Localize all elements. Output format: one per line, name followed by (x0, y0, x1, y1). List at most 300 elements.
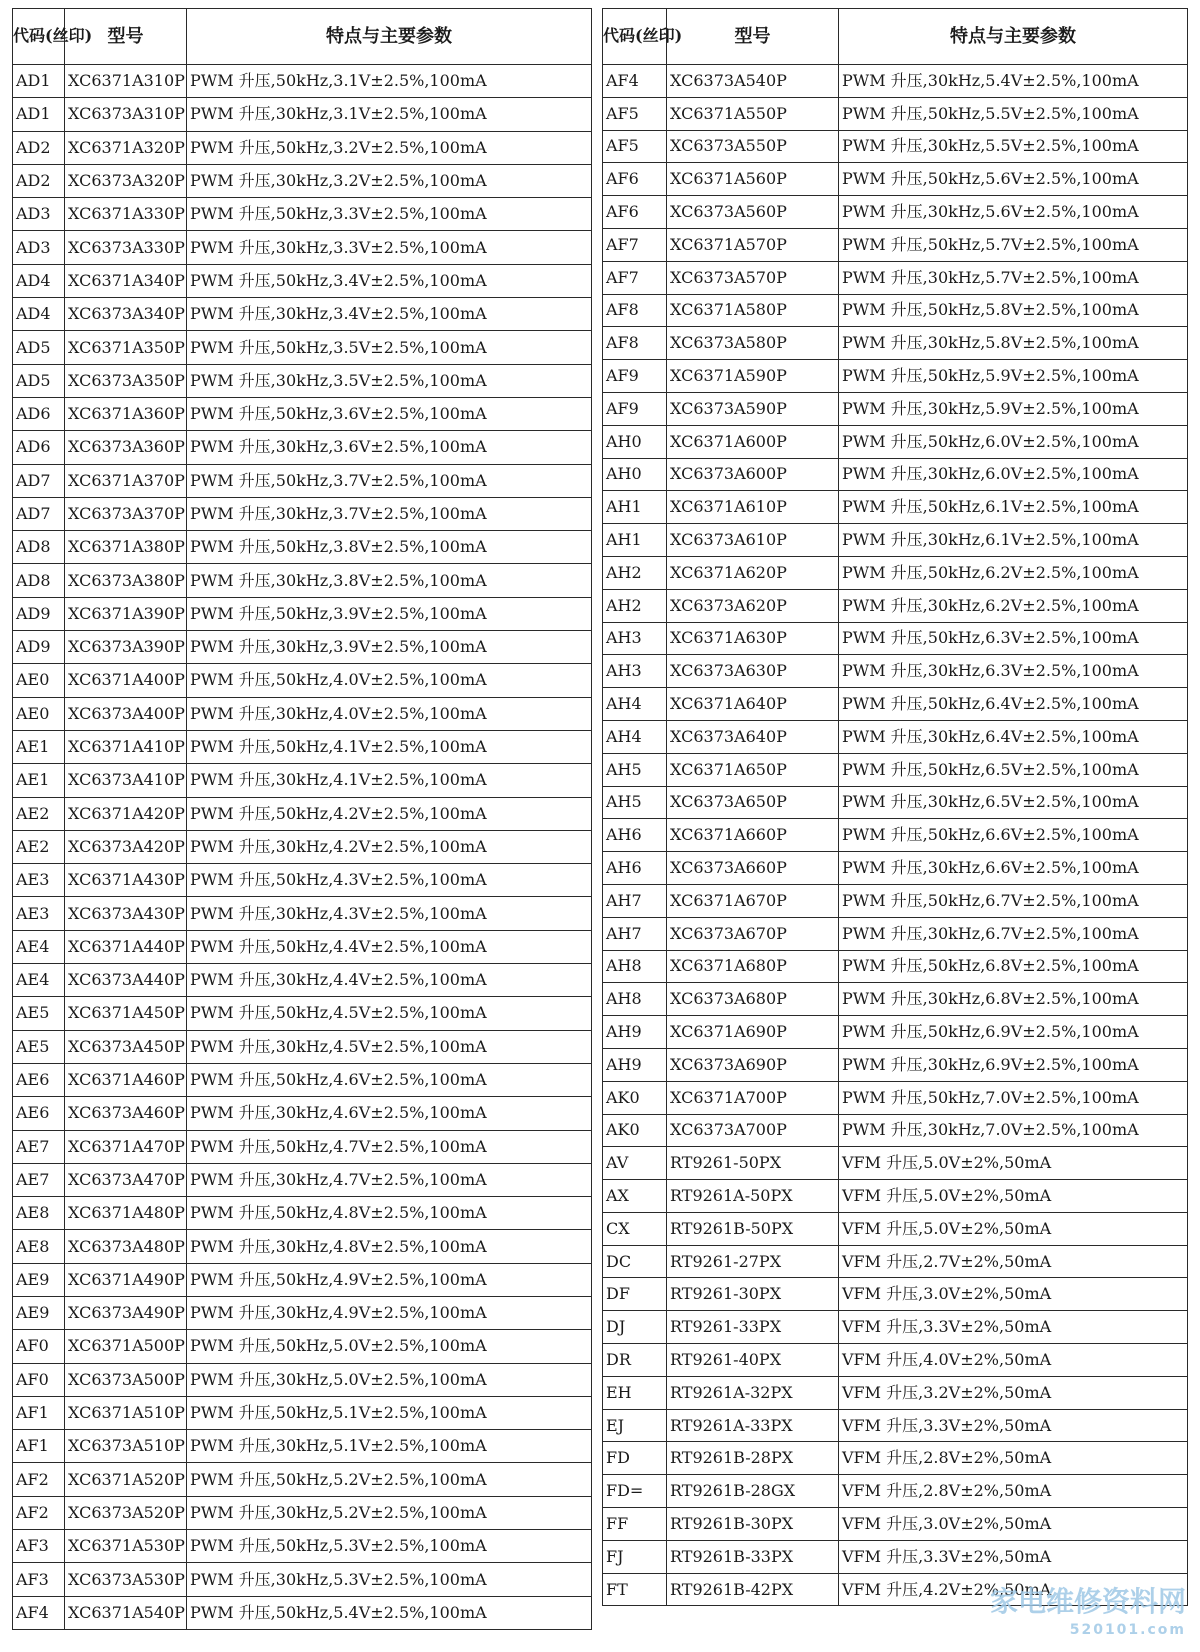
cell-model: RT9261B-50PX (667, 1212, 839, 1245)
cell-model: XC6371A400P (65, 664, 187, 697)
table-row (13, 564, 592, 597)
table-row (13, 65, 592, 98)
cell-params: PWM 升压,30kHz,3.7V±2.5%,100mA (187, 497, 592, 530)
cell-model: XC6371A520P (65, 1463, 187, 1496)
cell-code: AK0 (603, 1081, 667, 1114)
table-row (603, 622, 1188, 655)
cell-code: AH5 (603, 753, 667, 786)
cell-code: AF5 (603, 97, 667, 130)
cell-model: XC6373A540P (667, 65, 839, 98)
cell-params: PWM 升压,30kHz,3.5V±2.5%,100mA (187, 364, 592, 397)
cell-code: AE2 (13, 797, 65, 830)
cell-code: AH1 (603, 524, 667, 557)
cell-code: AD4 (13, 264, 65, 297)
cell-code: AV (603, 1147, 667, 1180)
table-row (603, 1442, 1188, 1475)
cell-model: XC6371A360P (65, 397, 187, 430)
table-row (13, 131, 592, 164)
table-row (13, 864, 592, 897)
cell-model: XC6371A330P (65, 198, 187, 231)
cell-code: AH2 (603, 589, 667, 622)
cell-params: PWM 升压,50kHz,6.6V±2.5%,100mA (839, 819, 1188, 852)
cell-code: AE5 (13, 997, 65, 1030)
table-row (603, 524, 1188, 557)
cell-params: PWM 升压,50kHz,3.6V±2.5%,100mA (187, 397, 592, 430)
table-body-left (13, 65, 592, 1630)
cell-code: AE6 (13, 1063, 65, 1096)
cell-code: AD1 (13, 98, 65, 131)
cell-code: FJ (603, 1540, 667, 1573)
cell-model: XC6371A340P (65, 264, 187, 297)
cell-params: PWM 升压,50kHz,7.0V±2.5%,100mA (839, 1081, 1188, 1114)
header-params: 特点与主要参数 (187, 9, 592, 65)
cell-model: XC6371A600P (667, 425, 839, 458)
cell-model: XC6371A690P (667, 1016, 839, 1049)
table-row (603, 1147, 1188, 1180)
table-row (603, 327, 1188, 360)
table-header-row (603, 9, 1188, 65)
table-row (13, 1596, 592, 1629)
cell-model: XC6373A330P (65, 231, 187, 264)
cell-params: PWM 升压,50kHz,5.9V±2.5%,100mA (839, 360, 1188, 393)
cell-code: AH0 (603, 458, 667, 491)
cell-model: XC6371A390P (65, 597, 187, 630)
cell-code: FD= (603, 1475, 667, 1508)
cell-model: XC6373A420P (65, 830, 187, 863)
cell-params: PWM 升压,50kHz,3.2V±2.5%,100mA (187, 131, 592, 164)
cell-code: AH7 (603, 917, 667, 950)
cell-params: VFM 升压,3.3V±2%,50mA (839, 1311, 1188, 1344)
table-row (13, 98, 592, 131)
cell-code: AF6 (603, 163, 667, 196)
cell-params: VFM 升压,2.8V±2%,50mA (839, 1442, 1188, 1475)
cell-model: XC6371A490P (65, 1263, 187, 1296)
cell-model: RT9261-33PX (667, 1311, 839, 1344)
cell-code: AD4 (13, 298, 65, 331)
cell-model: XC6371A610P (667, 491, 839, 524)
cell-model: XC6371A580P (667, 294, 839, 327)
cell-code: AE8 (13, 1230, 65, 1263)
table-row (603, 425, 1188, 458)
cell-model: XC6373A680P (667, 983, 839, 1016)
cell-code: EJ (603, 1409, 667, 1442)
cell-code: AE7 (13, 1130, 65, 1163)
cell-params: PWM 升压,30kHz,3.4V±2.5%,100mA (187, 298, 592, 331)
table-row (603, 1508, 1188, 1541)
header-model: 型号 (65, 9, 187, 65)
cell-model: RT9261B-28PX (667, 1442, 839, 1475)
table-row (603, 1409, 1188, 1442)
cell-params: PWM 升压,50kHz,5.6V±2.5%,100mA (839, 163, 1188, 196)
cell-model: RT9261B-30PX (667, 1508, 839, 1541)
table-row (13, 964, 592, 997)
cell-params: PWM 升压,50kHz,5.3V±2.5%,100mA (187, 1530, 592, 1563)
table-row (13, 1230, 592, 1263)
table-row (603, 720, 1188, 753)
table-row (13, 1197, 592, 1230)
cell-code: AF0 (13, 1330, 65, 1363)
table-row (13, 797, 592, 830)
cell-params: VFM 升压,2.7V±2%,50mA (839, 1245, 1188, 1278)
cell-code: AF2 (13, 1496, 65, 1529)
cell-code: AD8 (13, 531, 65, 564)
table-row (13, 1296, 592, 1329)
cell-code: AD7 (13, 464, 65, 497)
cell-params: VFM 升压,4.0V±2%,50mA (839, 1344, 1188, 1377)
table-row (13, 1030, 592, 1063)
cell-code: DR (603, 1344, 667, 1377)
table-row (603, 753, 1188, 786)
table-row (13, 331, 592, 364)
site-watermark (990, 1580, 1186, 1638)
cell-model: XC6373A520P (65, 1496, 187, 1529)
cell-code: AE0 (13, 697, 65, 730)
cell-code: AF1 (13, 1396, 65, 1429)
cell-code: AF4 (603, 65, 667, 98)
cell-model: XC6371A350P (65, 331, 187, 364)
table-row (603, 1278, 1188, 1311)
table-row (603, 261, 1188, 294)
cell-code: AH3 (603, 622, 667, 655)
cell-model: XC6371A420P (65, 797, 187, 830)
cell-model: RT9261-50PX (667, 1147, 839, 1180)
cell-params: PWM 升压,50kHz,6.2V±2.5%,100mA (839, 556, 1188, 589)
cell-code: AX (603, 1180, 667, 1213)
cell-model: XC6373A480P (65, 1230, 187, 1263)
cell-model: XC6371A640P (667, 688, 839, 721)
cell-params: PWM 升压,50kHz,6.3V±2.5%,100mA (839, 622, 1188, 655)
cell-params: VFM 升压,2.8V±2%,50mA (839, 1475, 1188, 1508)
cell-model: XC6371A660P (667, 819, 839, 852)
table-header-row (13, 9, 592, 65)
cell-code: AD7 (13, 497, 65, 530)
header-params: 特点与主要参数 (839, 9, 1188, 65)
cell-params: VFM 升压,3.3V±2%,50mA (839, 1409, 1188, 1442)
cell-model: RT9261-27PX (667, 1245, 839, 1278)
cell-code: AH8 (603, 983, 667, 1016)
cell-code: AD6 (13, 431, 65, 464)
cell-model: XC6373A430P (65, 897, 187, 930)
cell-params: PWM 升压,30kHz,6.7V±2.5%,100mA (839, 917, 1188, 950)
cell-code: AD6 (13, 397, 65, 430)
cell-code: AF7 (603, 228, 667, 261)
cell-model: RT9261-30PX (667, 1278, 839, 1311)
cell-model: XC6371A620P (667, 556, 839, 589)
table-row (603, 819, 1188, 852)
cell-params: PWM 升压,30kHz,4.2V±2.5%,100mA (187, 830, 592, 863)
cell-code: AF1 (13, 1430, 65, 1463)
cell-model: XC6371A590P (667, 360, 839, 393)
cell-code: AD3 (13, 231, 65, 264)
cell-params: VFM 升压,4.2V±2%,50mA (839, 1573, 1188, 1606)
cell-params: PWM 升压,50kHz,4.5V±2.5%,100mA (187, 997, 592, 1030)
cell-model: XC6371A370P (65, 464, 187, 497)
table-row (13, 198, 592, 231)
cell-params: PWM 升压,30kHz,5.3V±2.5%,100mA (187, 1563, 592, 1596)
table-row (603, 294, 1188, 327)
watermark-text: 家电维修资料网 (989, 1585, 1186, 1618)
table-row (603, 556, 1188, 589)
cell-params: PWM 升压,30kHz,5.2V±2.5%,100mA (187, 1496, 592, 1529)
cell-code: FT (603, 1573, 667, 1606)
cell-model: XC6371A680P (667, 950, 839, 983)
cell-model: XC6373A320P (65, 164, 187, 197)
cell-params: PWM 升压,50kHz,5.1V±2.5%,100mA (187, 1396, 592, 1429)
cell-code: AH1 (603, 491, 667, 524)
cell-model: XC6373A560P (667, 196, 839, 229)
cell-model: XC6371A530P (65, 1530, 187, 1563)
cell-model: XC6371A630P (667, 622, 839, 655)
cell-model: XC6371A570P (667, 228, 839, 261)
cell-code: AE3 (13, 897, 65, 930)
cell-code: AD9 (13, 631, 65, 664)
cell-params: PWM 升压,50kHz,3.4V±2.5%,100mA (187, 264, 592, 297)
cell-params: PWM 升压,30kHz,5.4V±2.5%,100mA (839, 65, 1188, 98)
table-row (603, 983, 1188, 1016)
cell-code: AE5 (13, 1030, 65, 1063)
cell-model: XC6373A440P (65, 964, 187, 997)
table-row (13, 364, 592, 397)
cell-code: AH4 (603, 720, 667, 753)
cell-params: PWM 升压,50kHz,6.8V±2.5%,100mA (839, 950, 1188, 983)
table-row (603, 196, 1188, 229)
cell-model: XC6371A540P (65, 1596, 187, 1629)
cell-params: PWM 升压,50kHz,6.9V±2.5%,100mA (839, 1016, 1188, 1049)
table-row (13, 264, 592, 297)
cell-model: XC6373A410P (65, 764, 187, 797)
cell-model: XC6371A550P (667, 97, 839, 130)
table-row (603, 1376, 1188, 1409)
cell-code: AH4 (603, 688, 667, 721)
cell-code: AF2 (13, 1463, 65, 1496)
table-row (13, 1097, 592, 1130)
cell-model: XC6373A700P (667, 1114, 839, 1147)
cell-params: PWM 升压,30kHz,5.9V±2.5%,100mA (839, 392, 1188, 425)
cell-model: RT9261A-33PX (667, 1409, 839, 1442)
cell-model: XC6373A450P (65, 1030, 187, 1063)
cell-code: AH5 (603, 786, 667, 819)
table-row (13, 1263, 592, 1296)
cell-model: RT9261B-28GX (667, 1475, 839, 1508)
cell-model: XC6371A450P (65, 997, 187, 1030)
cell-code: DF (603, 1278, 667, 1311)
table-row (603, 1081, 1188, 1114)
cell-model: XC6371A380P (65, 531, 187, 564)
cell-code: AF9 (603, 392, 667, 425)
cell-code: AH0 (603, 425, 667, 458)
table-row (13, 531, 592, 564)
table-row (13, 1463, 592, 1496)
cell-params: PWM 升压,30kHz,3.9V±2.5%,100mA (187, 631, 592, 664)
cell-params: PWM 升压,50kHz,5.2V±2.5%,100mA (187, 1463, 592, 1496)
cell-params: PWM 升压,50kHz,5.0V±2.5%,100mA (187, 1330, 592, 1363)
table-row (13, 1430, 592, 1463)
table-row (603, 1344, 1188, 1377)
cell-code: AH3 (603, 655, 667, 688)
table-row (13, 597, 592, 630)
table-row (603, 1114, 1188, 1147)
cell-params: PWM 升压,30kHz,7.0V±2.5%,100mA (839, 1114, 1188, 1147)
cell-model: RT9261A-50PX (667, 1180, 839, 1213)
cell-params: PWM 升压,30kHz,4.1V±2.5%,100mA (187, 764, 592, 797)
cell-code: AH9 (603, 1048, 667, 1081)
cell-params: PWM 升压,30kHz,3.6V±2.5%,100mA (187, 431, 592, 464)
cell-model: XC6371A480P (65, 1197, 187, 1230)
cell-model: XC6373A570P (667, 261, 839, 294)
cell-model: XC6373A370P (65, 497, 187, 530)
cell-params: VFM 升压,3.2V±2%,50mA (839, 1376, 1188, 1409)
table-row (603, 1540, 1188, 1573)
table-row (13, 1330, 592, 1363)
cell-model: XC6371A470P (65, 1130, 187, 1163)
cell-model: XC6373A630P (667, 655, 839, 688)
cell-code: AE1 (13, 730, 65, 763)
cell-code: AF9 (603, 360, 667, 393)
table-row (603, 655, 1188, 688)
cell-code: AD2 (13, 164, 65, 197)
cell-params: PWM 升压,30kHz,4.8V±2.5%,100mA (187, 1230, 592, 1263)
table-row (13, 1530, 592, 1563)
cell-code: AF8 (603, 294, 667, 327)
cell-params: PWM 升压,50kHz,4.3V±2.5%,100mA (187, 864, 592, 897)
cell-params: PWM 升压,50kHz,4.4V±2.5%,100mA (187, 930, 592, 963)
cell-code: AD2 (13, 131, 65, 164)
cell-params: PWM 升压,50kHz,3.9V±2.5%,100mA (187, 597, 592, 630)
cell-code: AD5 (13, 364, 65, 397)
cell-params: PWM 升压,30kHz,4.9V±2.5%,100mA (187, 1296, 592, 1329)
cell-code: AD9 (13, 597, 65, 630)
cell-model: XC6373A530P (65, 1563, 187, 1596)
cell-model: XC6373A340P (65, 298, 187, 331)
cell-params: PWM 升压,30kHz,5.1V±2.5%,100mA (187, 1430, 592, 1463)
cell-code: AF7 (603, 261, 667, 294)
cell-code: AF3 (13, 1563, 65, 1596)
cell-model: XC6373A670P (667, 917, 839, 950)
cell-params: PWM 升压,50kHz,3.5V±2.5%,100mA (187, 331, 592, 364)
spec-table-right (602, 8, 1188, 1606)
table-row (13, 431, 592, 464)
cell-params: PWM 升压,50kHz,3.3V±2.5%,100mA (187, 198, 592, 231)
cell-code: AF6 (603, 196, 667, 229)
cell-code: AH9 (603, 1016, 667, 1049)
table-row (603, 65, 1188, 98)
table-row (603, 163, 1188, 196)
cell-model: XC6373A360P (65, 431, 187, 464)
table-row (13, 730, 592, 763)
table-row (13, 1563, 592, 1596)
cell-params: PWM 升压,50kHz,6.4V±2.5%,100mA (839, 688, 1188, 721)
cell-params: PWM 升压,30kHz,3.2V±2.5%,100mA (187, 164, 592, 197)
cell-model: XC6371A560P (667, 163, 839, 196)
cell-code: EH (603, 1376, 667, 1409)
cell-model: XC6373A600P (667, 458, 839, 491)
cell-params: PWM 升压,50kHz,4.1V±2.5%,100mA (187, 730, 592, 763)
table-row (603, 97, 1188, 130)
cell-code: AF8 (603, 327, 667, 360)
table-row (13, 1130, 592, 1163)
cell-params: PWM 升压,30kHz,6.1V±2.5%,100mA (839, 524, 1188, 557)
cell-params: VFM 升压,5.0V±2%,50mA (839, 1180, 1188, 1213)
table-row (13, 697, 592, 730)
cell-code: FD (603, 1442, 667, 1475)
cell-params: PWM 升压,30kHz,5.8V±2.5%,100mA (839, 327, 1188, 360)
table-row (13, 1163, 592, 1196)
table-row (603, 1245, 1188, 1278)
cell-params: VFM 升压,3.3V±2%,50mA (839, 1540, 1188, 1573)
cell-code: CX (603, 1212, 667, 1245)
cell-model: XC6371A320P (65, 131, 187, 164)
cell-model: XC6373A380P (65, 564, 187, 597)
cell-code: AE4 (13, 964, 65, 997)
header-code: 代码(丝印) (603, 9, 667, 65)
cell-code: AD3 (13, 198, 65, 231)
cell-params: PWM 升压,30kHz,4.0V±2.5%,100mA (187, 697, 592, 730)
cell-model: RT9261A-32PX (667, 1376, 839, 1409)
cell-model: RT9261-40PX (667, 1344, 839, 1377)
table-row (603, 360, 1188, 393)
cell-params: PWM 升压,30kHz,6.3V±2.5%,100mA (839, 655, 1188, 688)
cell-params: PWM 升压,50kHz,5.7V±2.5%,100mA (839, 228, 1188, 261)
cell-model: XC6371A670P (667, 884, 839, 917)
cell-params: PWM 升压,50kHz,3.7V±2.5%,100mA (187, 464, 592, 497)
cell-model: XC6373A490P (65, 1296, 187, 1329)
cell-params: PWM 升压,50kHz,5.8V±2.5%,100mA (839, 294, 1188, 327)
cell-params: PWM 升压,30kHz,5.5V±2.5%,100mA (839, 130, 1188, 163)
table-row (603, 917, 1188, 950)
table-row (603, 392, 1188, 425)
cell-model: XC6373A400P (65, 697, 187, 730)
cell-model: XC6373A660P (667, 852, 839, 885)
table-row (603, 950, 1188, 983)
table-row (13, 1363, 592, 1396)
cell-model: XC6373A580P (667, 327, 839, 360)
cell-model: XC6373A390P (65, 631, 187, 664)
cell-params: PWM 升压,50kHz,6.0V±2.5%,100mA (839, 425, 1188, 458)
table-row (603, 1475, 1188, 1508)
cell-params: PWM 升压,30kHz,3.3V±2.5%,100mA (187, 231, 592, 264)
cell-code: AF0 (13, 1363, 65, 1396)
cell-code: AE1 (13, 764, 65, 797)
cell-model: XC6373A640P (667, 720, 839, 753)
cell-code: FF (603, 1508, 667, 1541)
cell-params: PWM 升压,30kHz,5.7V±2.5%,100mA (839, 261, 1188, 294)
cell-model: XC6371A430P (65, 864, 187, 897)
cell-model: XC6373A620P (667, 589, 839, 622)
cell-model: RT9261B-33PX (667, 1540, 839, 1573)
cell-params: PWM 升压,30kHz,6.8V±2.5%,100mA (839, 983, 1188, 1016)
table-row (13, 830, 592, 863)
cell-code: AF4 (13, 1596, 65, 1629)
cell-params: PWM 升压,50kHz,4.9V±2.5%,100mA (187, 1263, 592, 1296)
table-row (13, 764, 592, 797)
cell-model: XC6371A410P (65, 730, 187, 763)
cell-params: PWM 升压,30kHz,5.0V±2.5%,100mA (187, 1363, 592, 1396)
spec-table-left (12, 8, 592, 1630)
cell-model: XC6373A500P (65, 1363, 187, 1396)
cell-params: PWM 升压,50kHz,3.8V±2.5%,100mA (187, 531, 592, 564)
table-row (603, 688, 1188, 721)
cell-code: AE3 (13, 864, 65, 897)
table-row (603, 1180, 1188, 1213)
cell-params: PWM 升压,30kHz,3.8V±2.5%,100mA (187, 564, 592, 597)
cell-model: XC6373A690P (667, 1048, 839, 1081)
cell-params: VFM 升压,3.0V±2%,50mA (839, 1278, 1188, 1311)
cell-code: DC (603, 1245, 667, 1278)
cell-model: XC6373A590P (667, 392, 839, 425)
table-row (13, 464, 592, 497)
cell-code: AD8 (13, 564, 65, 597)
cell-params: PWM 升压,50kHz,6.5V±2.5%,100mA (839, 753, 1188, 786)
